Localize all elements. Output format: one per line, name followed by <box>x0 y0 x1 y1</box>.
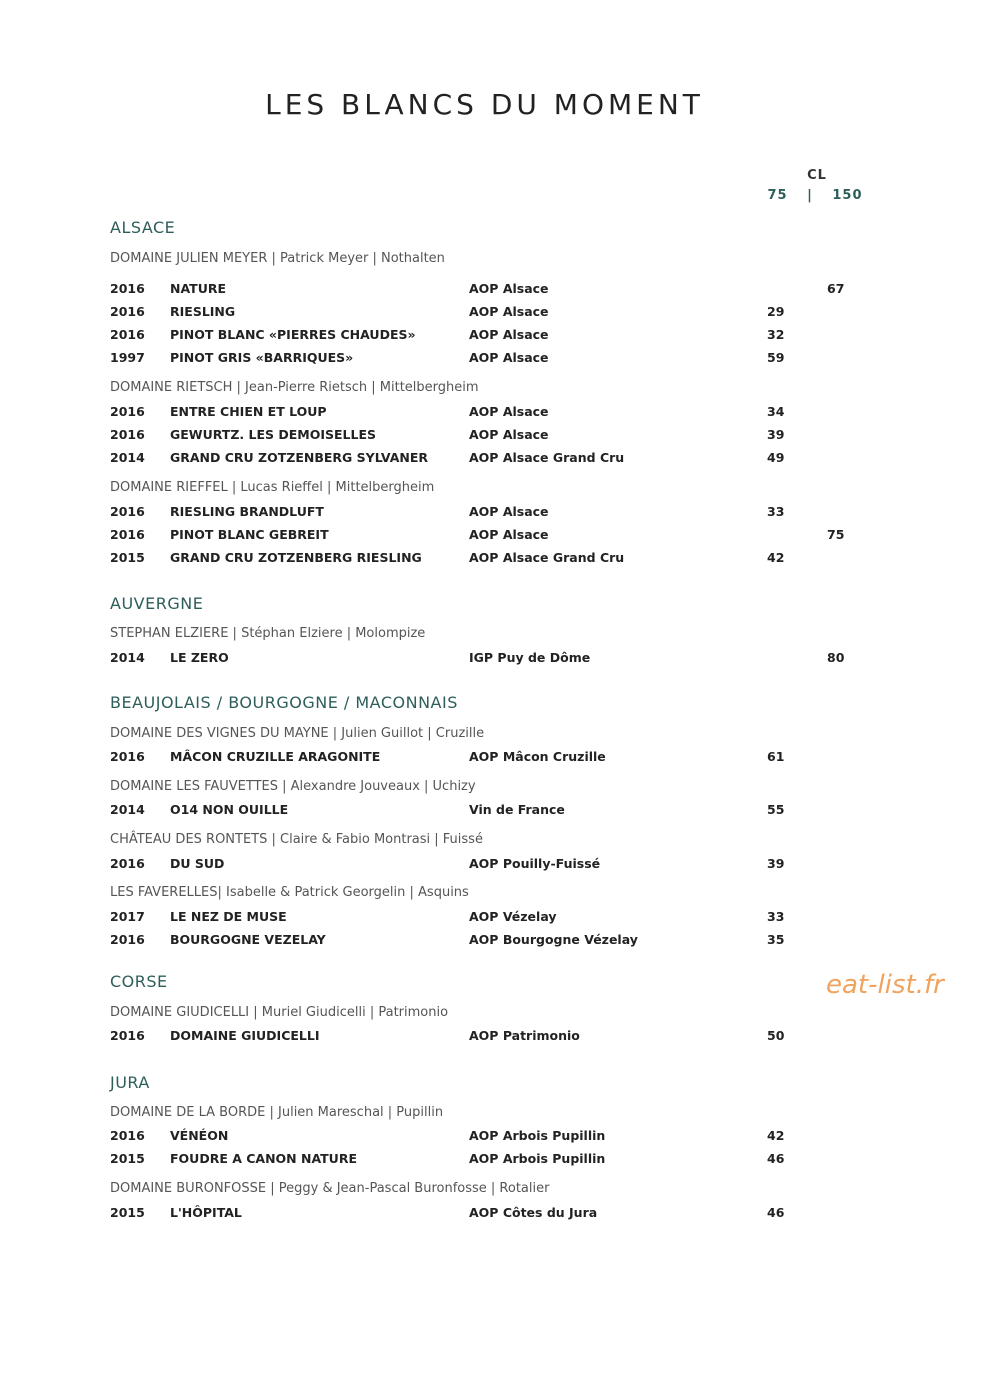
wine-row <box>0 1128 989 1146</box>
producer-line: DOMAINE RIETSCH | Jean-Pierre Rietsch | Mittelbergheim <box>110 380 479 395</box>
producer-line: DOMAINE JULIEN MEYER | Patrick Meyer | Nothalten <box>110 251 445 266</box>
wine-name: PINOT BLANC «PIERRES CHAUDES» <box>170 327 416 342</box>
price-150cl: 75 <box>827 527 845 542</box>
wine-appellation: AOP Bourgogne Vézelay <box>469 932 638 947</box>
price-150cl: 67 <box>827 281 845 296</box>
wine-name: LE ZERO <box>170 650 229 665</box>
price-75cl: 46 <box>767 1205 785 1220</box>
wine-name: PINOT BLANC GEBREIT <box>170 527 329 542</box>
price-75cl: 35 <box>767 932 785 947</box>
wine-row <box>0 749 989 767</box>
wine-name: O14 NON OUILLE <box>170 802 289 817</box>
region-heading: BEAUJOLAIS / BOURGOGNE / MACONNAIS <box>110 693 458 712</box>
wine-name: NATURE <box>170 281 227 296</box>
wine-year: 2016 <box>110 749 145 764</box>
wine-row <box>0 1028 989 1046</box>
price-75cl: 59 <box>767 350 785 365</box>
watermark: eat-list.fr <box>826 970 944 1000</box>
wine-year: 2014 <box>110 802 145 817</box>
price-75cl: 55 <box>767 802 785 817</box>
size-150-label: 150 <box>832 188 863 203</box>
wine-year: 2017 <box>110 909 145 924</box>
size-unit-label: CL <box>807 168 827 183</box>
region-heading: JURA <box>110 1073 150 1092</box>
region-heading: AUVERGNE <box>110 594 204 613</box>
wine-appellation: IGP Puy de Dôme <box>469 650 591 665</box>
wine-year: 2016 <box>110 304 145 319</box>
producer-line: DOMAINE RIEFFEL | Lucas Rieffel | Mittelbergheim <box>110 480 435 495</box>
wine-name: DOMAINE GIUDICELLI <box>170 1028 320 1043</box>
wine-row <box>0 1205 989 1223</box>
wine-appellation: AOP Vézelay <box>469 909 557 924</box>
wine-appellation: AOP Arbois Pupillin <box>469 1151 606 1166</box>
page-title: LES BLANCS DU MOMENT <box>265 88 704 121</box>
wine-year: 2015 <box>110 1205 145 1220</box>
wine-name: DU SUD <box>170 856 225 871</box>
wine-year: 2016 <box>110 527 145 542</box>
wine-year: 2016 <box>110 404 145 419</box>
producer-line: DOMAINE LES FAUVETTES | Alexandre Jouveaux | Uchizy <box>110 779 476 794</box>
producer-line: DOMAINE DE LA BORDE | Julien Mareschal | Pupillin <box>110 1105 444 1120</box>
wine-row <box>0 304 989 322</box>
price-75cl: 61 <box>767 749 785 764</box>
price-75cl: 33 <box>767 504 785 519</box>
price-75cl: 34 <box>767 404 785 419</box>
wine-name: VÉNÉON <box>170 1128 229 1143</box>
wine-row <box>0 650 989 668</box>
wine-name: L'HÔPITAL <box>170 1205 242 1220</box>
wine-appellation: AOP Mâcon Cruzille <box>469 749 606 764</box>
wine-appellation: AOP Pouilly-Fuissé <box>469 856 601 871</box>
wine-year: 1997 <box>110 350 145 365</box>
wine-year: 2016 <box>110 1128 145 1143</box>
wine-name: BOURGOGNE VEZELAY <box>170 932 326 947</box>
price-75cl: 29 <box>767 304 785 319</box>
wine-appellation: AOP Côtes du Jura <box>469 1205 598 1220</box>
wine-row <box>0 932 989 950</box>
wine-name: RIESLING BRANDLUFT <box>170 504 324 519</box>
wine-year: 2016 <box>110 856 145 871</box>
price-150cl: 80 <box>827 650 845 665</box>
wine-appellation: AOP Alsace <box>469 527 549 542</box>
wine-row <box>0 802 989 820</box>
wine-year: 2014 <box>110 450 145 465</box>
wine-year: 2015 <box>110 1151 145 1166</box>
wine-row <box>0 909 989 927</box>
wine-year: 2016 <box>110 281 145 296</box>
wine-name: GRAND CRU ZOTZENBERG RIESLING <box>170 550 422 565</box>
wine-name: ENTRE CHIEN ET LOUP <box>170 404 327 419</box>
wine-row <box>0 856 989 874</box>
wine-name: GEWURTZ. LES DEMOISELLES <box>170 427 376 442</box>
producer-line: DOMAINE GIUDICELLI | Muriel Giudicelli | Patrimonio <box>110 1005 449 1020</box>
wine-appellation: AOP Alsace <box>469 504 549 519</box>
wine-row <box>0 404 989 422</box>
wine-row <box>0 450 989 468</box>
wine-name: FOUDRE A CANON NATURE <box>170 1151 357 1166</box>
producer-line: CHÂTEAU DES RONTETS | Claire & Fabio Montrasi | Fuissé <box>110 832 483 847</box>
wine-appellation: AOP Alsace <box>469 281 549 296</box>
wine-row <box>0 281 989 299</box>
wine-name: PINOT GRIS «BARRIQUES» <box>170 350 354 365</box>
price-75cl: 32 <box>767 327 785 342</box>
wine-appellation: AOP Alsace <box>469 350 549 365</box>
producer-line: STEPHAN ELZIERE | Stéphan Elziere | Molompize <box>110 626 426 641</box>
price-75cl: 46 <box>767 1151 785 1166</box>
wine-year: 2014 <box>110 650 145 665</box>
wine-year: 2016 <box>110 327 145 342</box>
wine-name: RIESLING <box>170 304 236 319</box>
wine-appellation: AOP Alsace Grand Cru <box>469 550 625 565</box>
price-75cl: 50 <box>767 1028 785 1043</box>
wine-row <box>0 504 989 522</box>
wine-row <box>0 327 989 345</box>
price-75cl: 33 <box>767 909 785 924</box>
price-75cl: 42 <box>767 550 785 565</box>
wine-row <box>0 1151 989 1169</box>
wine-row <box>0 350 989 368</box>
producer-line: DOMAINE BURONFOSSE | Peggy & Jean-Pascal Buronfosse | Rotalier <box>110 1181 550 1196</box>
wine-appellation: AOP Alsace <box>469 327 549 342</box>
wine-year: 2016 <box>110 504 145 519</box>
wine-appellation: AOP Arbois Pupillin <box>469 1128 606 1143</box>
wine-year: 2016 <box>110 932 145 947</box>
wine-appellation: AOP Alsace <box>469 427 549 442</box>
wine-name: LE NEZ DE MUSE <box>170 909 287 924</box>
wine-name: GRAND CRU ZOTZENBERG SYLVANER <box>170 450 429 465</box>
wine-appellation: AOP Patrimonio <box>469 1028 580 1043</box>
size-75-label: 75 <box>767 188 788 203</box>
wine-year: 2015 <box>110 550 145 565</box>
wine-appellation: AOP Alsace Grand Cru <box>469 450 625 465</box>
price-75cl: 39 <box>767 856 785 871</box>
price-75cl: 39 <box>767 427 785 442</box>
wine-row <box>0 427 989 445</box>
wine-row <box>0 550 989 568</box>
size-separator: | <box>807 188 813 203</box>
wine-appellation: AOP Alsace <box>469 304 549 319</box>
producer-line: LES FAVERELLES| Isabelle & Patrick Georgelin | Asquins <box>110 885 469 900</box>
wine-appellation: Vin de France <box>469 802 565 817</box>
price-75cl: 49 <box>767 450 785 465</box>
wine-name: MÂCON CRUZILLE ARAGONITE <box>170 749 381 764</box>
wine-year: 2016 <box>110 1028 145 1043</box>
wine-year: 2016 <box>110 427 145 442</box>
price-75cl: 42 <box>767 1128 785 1143</box>
wine-row <box>0 527 989 545</box>
wine-appellation: AOP Alsace <box>469 404 549 419</box>
region-heading: CORSE <box>110 972 168 991</box>
region-heading: ALSACE <box>110 218 176 237</box>
producer-line: DOMAINE DES VIGNES DU MAYNE | Julien Guillot | Cruzille <box>110 726 485 741</box>
